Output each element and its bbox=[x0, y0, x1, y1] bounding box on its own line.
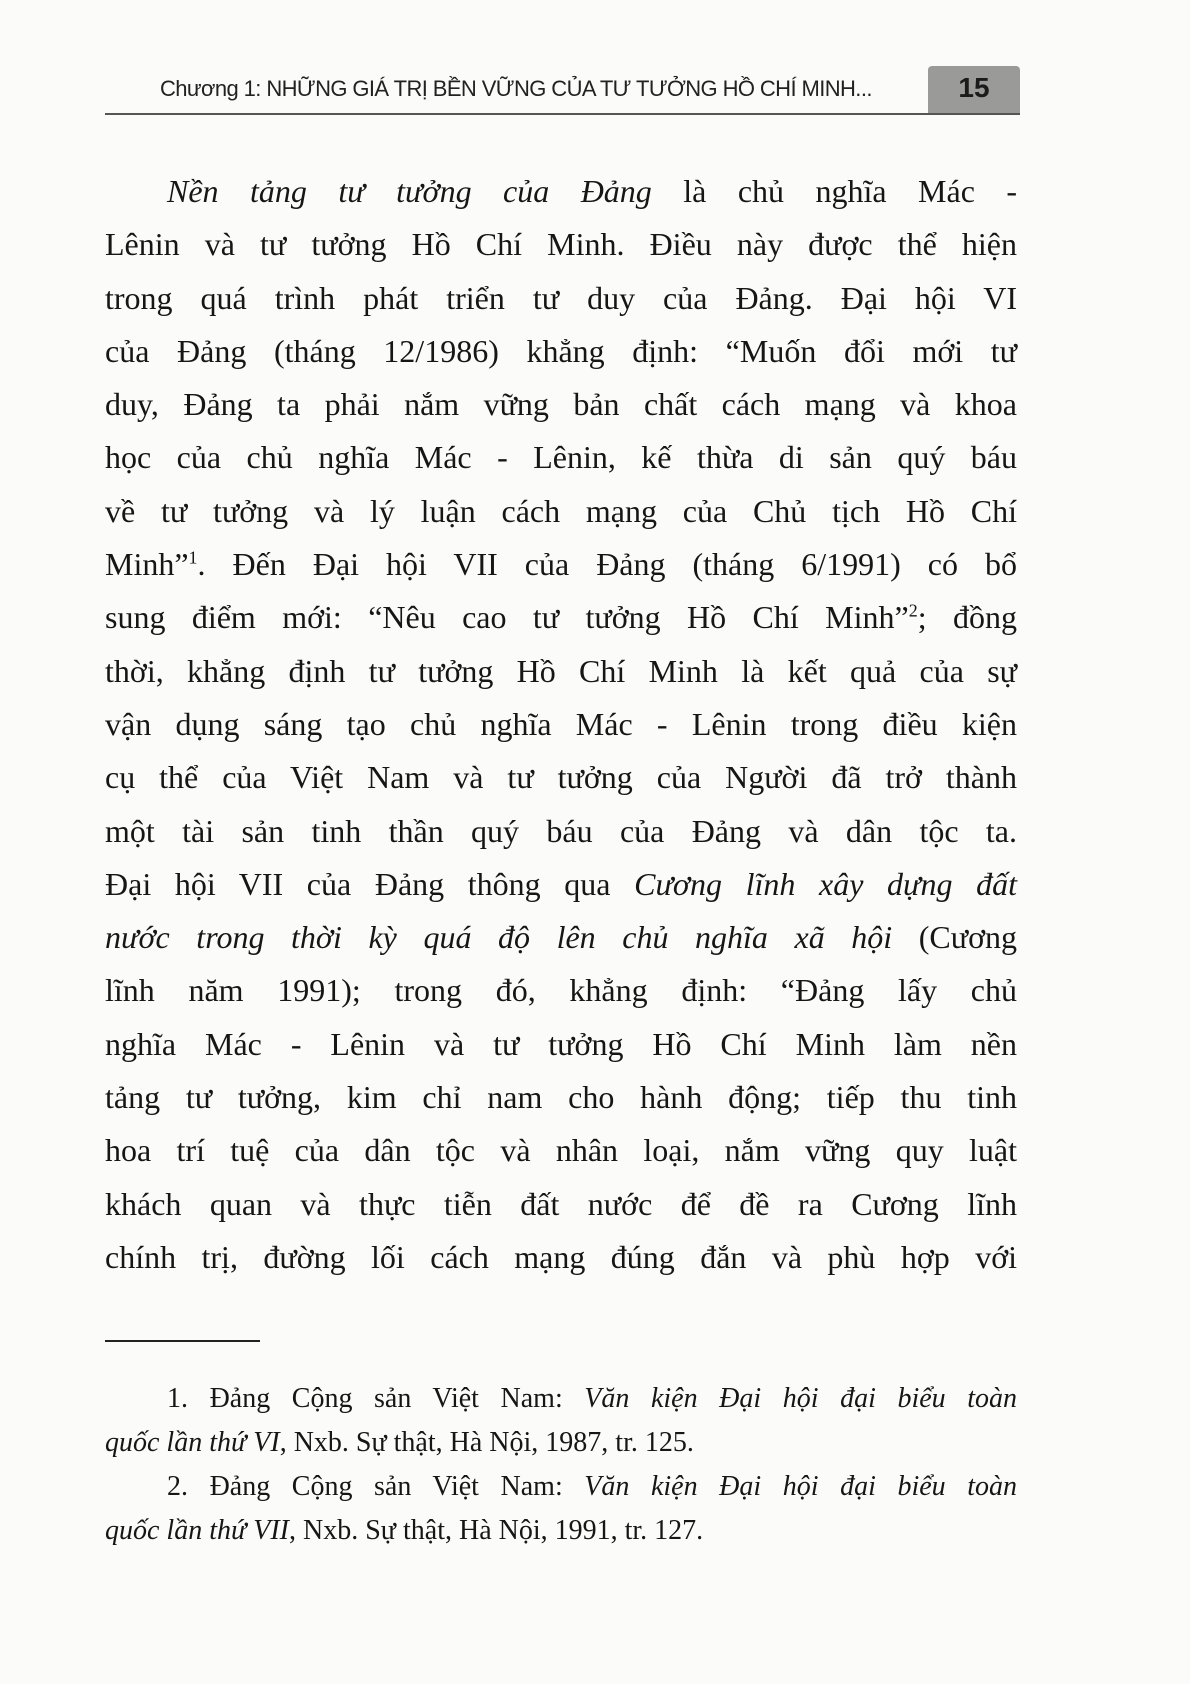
footnote-line bbox=[105, 1509, 1017, 1553]
text-segment: là chủ nghĩa Mác - bbox=[651, 173, 1018, 209]
text-segment: vận dụng sáng tạo chủ nghĩa Mác - Lênin trong điều kiện bbox=[105, 705, 1017, 742]
page-number: 15 bbox=[958, 72, 990, 103]
italic-text: quốc lần thứ VI bbox=[105, 1427, 280, 1458]
italic-text: nước trong thời kỳ quá độ lên chủ nghĩa xã hội bbox=[105, 919, 893, 956]
page-number-box bbox=[928, 66, 1020, 114]
text-line bbox=[105, 1124, 1017, 1177]
text-line bbox=[105, 964, 1017, 1017]
italic-text: quốc lần thứ VII bbox=[105, 1515, 290, 1546]
text-line bbox=[105, 645, 1017, 698]
running-title: Chương 1: NHỮNG GIÁ TRỊ BỀN VỮNG CỦA TƯ TƯỞNG HỒ CHÍ MINH... bbox=[160, 76, 872, 101]
italic-text: Cương lĩnh xây dựng đất bbox=[634, 865, 1018, 902]
text-segment: về tư tưởng và lý luận cách mạng của Chủ tịch Hồ Chí bbox=[105, 492, 1017, 529]
text-line bbox=[105, 485, 1017, 538]
text-segment: một tài sản tinh thần quý báu của Đảng và dân tộc ta. bbox=[105, 812, 1017, 849]
text-segment: 1. Đảng Cộng sản Việt Nam: bbox=[167, 1383, 585, 1414]
text-segment: Lênin và tư tưởng Hồ Chí Minh. Điều này được thể hiện bbox=[105, 226, 1017, 263]
text-segment: duy, Đảng ta phải nắm vững bản chất cách mạng và khoa bbox=[105, 386, 1017, 423]
text-segment: 2. Đảng Cộng sản Việt Nam: bbox=[167, 1471, 585, 1502]
footnote-line bbox=[105, 1465, 1017, 1509]
header-rule bbox=[105, 113, 1020, 115]
italic-text: Văn kiện Đại hội đại biểu toàn bbox=[584, 1383, 1017, 1414]
text-line bbox=[105, 325, 1017, 378]
text-line bbox=[105, 538, 1017, 591]
text-segment: trong quá trình phát triển tư duy của Đảng. Đại hội VI bbox=[105, 279, 1017, 316]
italic-text: Văn kiện Đại hội đại biểu toàn bbox=[584, 1471, 1017, 1502]
text-segment: chính trị, đường lối cách mạng đúng đắn và phù hợp với bbox=[105, 1238, 1017, 1275]
text-segment: của Đảng (tháng 12/1986) khẳng định: “Muốn đổi mới tư bbox=[105, 332, 1017, 369]
text-segment: ; đồng bbox=[917, 599, 1018, 636]
italic-text: Nền tảng tư tưởng của Đảng bbox=[167, 173, 652, 209]
body-text bbox=[105, 165, 1017, 1284]
text-line bbox=[105, 591, 1017, 644]
text-line bbox=[105, 1018, 1017, 1071]
text-segment: . Đến Đại hội VII của Đảng (tháng 6/1991) có bổ bbox=[197, 546, 1017, 583]
text-line bbox=[105, 698, 1017, 751]
text-segment: Đại hội VII của Đảng thông qua bbox=[105, 865, 635, 902]
text-line bbox=[105, 858, 1017, 911]
text-line bbox=[105, 218, 1017, 271]
text-line bbox=[105, 431, 1017, 484]
text-line bbox=[105, 378, 1017, 431]
footnote-line bbox=[105, 1377, 1017, 1421]
text-line bbox=[105, 1071, 1017, 1124]
text-segment: học của chủ nghĩa Mác - Lênin, kế thừa di sản quý báu bbox=[105, 439, 1017, 476]
text-line bbox=[105, 1178, 1017, 1231]
text-line bbox=[105, 751, 1017, 804]
text-segment: nghĩa Mác - Lênin và tư tưởng Hồ Chí Minh làm nền bbox=[105, 1025, 1017, 1062]
text-line bbox=[105, 911, 1017, 964]
text-segment: hoa trí tuệ của dân tộc và nhân loại, nắm vững quy luật bbox=[105, 1132, 1017, 1169]
text-segment: sung điểm mới: “Nêu cao tư tưởng Hồ Chí Minh” bbox=[105, 599, 909, 636]
text-segment: tảng tư tưởng, kim chỉ nam cho hành động; tiếp thu tinh bbox=[105, 1079, 1017, 1116]
text-segment: , Nxb. Sự thật, Hà Nội, 1991, tr. 127. bbox=[289, 1515, 704, 1546]
text-line bbox=[105, 1231, 1017, 1284]
footnote-marker: 2 bbox=[908, 600, 918, 621]
footnotes bbox=[105, 1377, 1017, 1553]
footnote-separator bbox=[105, 1340, 260, 1342]
text-segment: , Nxb. Sự thật, Hà Nội, 1987, tr. 125. bbox=[279, 1427, 694, 1458]
footnote-line bbox=[105, 1421, 1017, 1465]
text-segment: lĩnh năm 1991); trong đó, khẳng định: “Đảng lấy chủ bbox=[105, 972, 1017, 1009]
text-segment: thời, khẳng định tư tưởng Hồ Chí Minh là kết quả của sự bbox=[105, 652, 1017, 689]
text-line bbox=[105, 805, 1017, 858]
footnote-marker: 1 bbox=[188, 547, 198, 568]
text-segment: cụ thể của Việt Nam và tư tưởng của Người đã trở thành bbox=[105, 759, 1017, 796]
text-line bbox=[105, 272, 1017, 325]
text-segment: (Cương bbox=[892, 919, 1018, 956]
text-line bbox=[105, 165, 1017, 218]
text-segment: Minh” bbox=[105, 546, 189, 583]
text-segment: khách quan và thực tiễn đất nước để đề ra Cương lĩnh bbox=[105, 1185, 1017, 1222]
